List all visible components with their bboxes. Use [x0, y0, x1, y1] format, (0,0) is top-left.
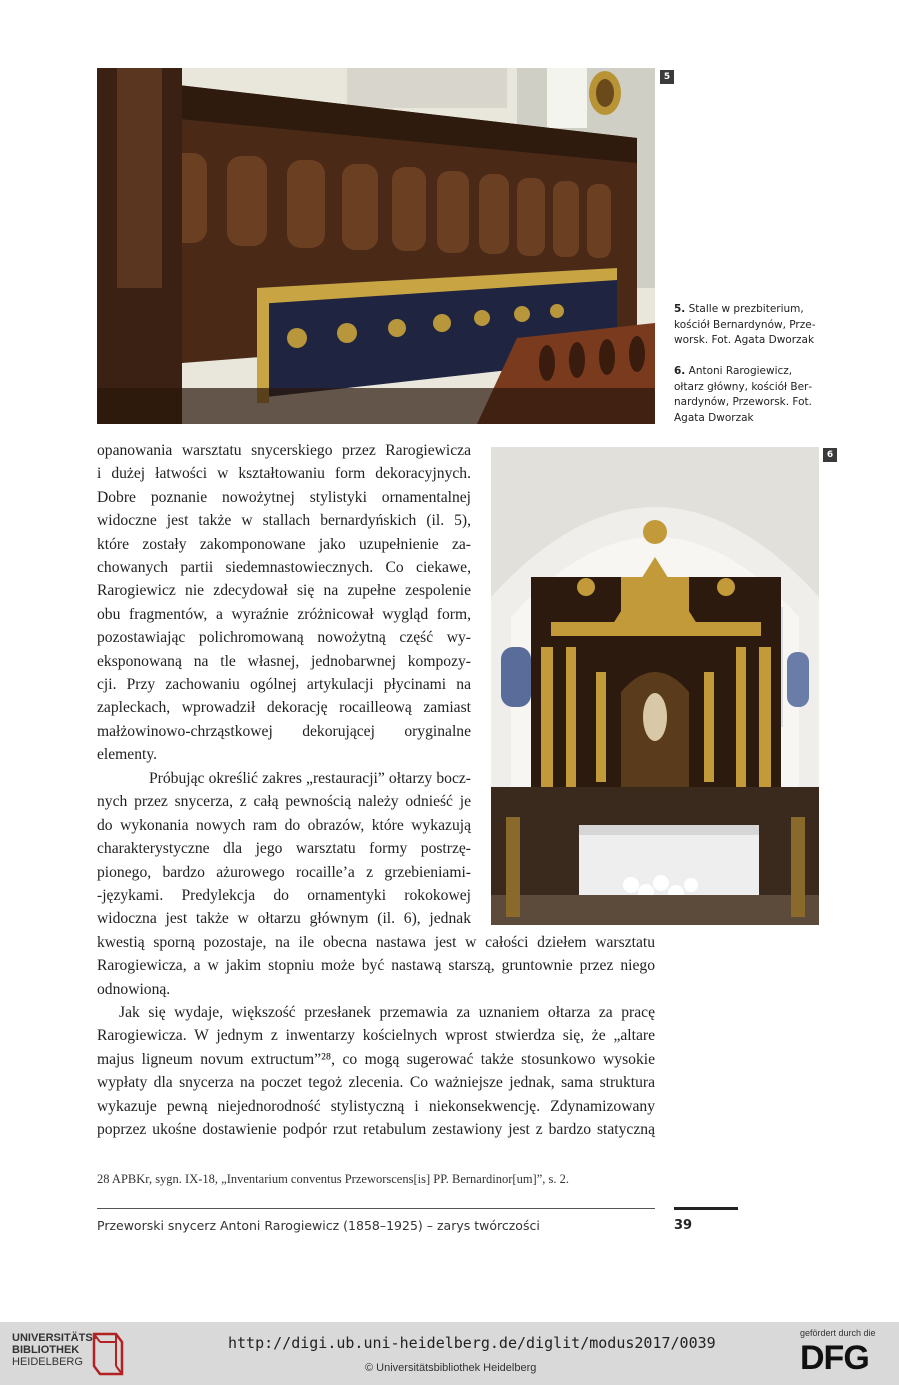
text-line: małżowinowo-chrząstkowej dekorującej oryginalne	[97, 722, 471, 740]
text-line: opanowania warsztatu snycerskiego przez Rarogiewicza	[97, 442, 471, 459]
figure-6-number-badge: 6	[823, 448, 837, 462]
page-number-rule	[674, 1207, 738, 1210]
text-line: obu fragmentów, a wyraźnie zróżnicował wygląd form,	[97, 605, 471, 623]
text-line: zapleckach, wprowadził dekorację rocailleową zamiast	[97, 699, 471, 717]
body-paragraph-2	[97, 767, 471, 931]
text-line: wypłaty dla snycerza na poczet tegoż zlecenia. Co ważniejsze jednak, sama struktura	[97, 1074, 655, 1092]
figure-5-caption	[674, 302, 824, 349]
figure-5-photo	[97, 68, 655, 424]
library-logo-icon	[88, 1328, 126, 1378]
text-line: do wykonania nowych ram do obrazów, które wykazują	[97, 816, 471, 834]
text-line: cji. Przy zachowaniu ogólnej artykulacji płycinami na	[97, 676, 471, 694]
text-line: które zostały zakomponowane jako uzupełnienie za-	[97, 535, 471, 553]
altar-photo-illustration	[491, 447, 819, 925]
text-line: nych przez snycerza, z całą pewnością należy odnieść je	[97, 793, 471, 811]
figure-6-caption-number: 6.	[674, 365, 686, 377]
body-paragraph-1	[97, 439, 471, 767]
text-line: eksponowaną na tle własnej, jednobarwnej kompozy-	[97, 652, 471, 670]
library-name-line-1: UNIVERSITÄTS-	[12, 1332, 97, 1344]
page-number: 39	[674, 1218, 693, 1233]
text-line: elementy.	[97, 746, 158, 764]
text-line: odnowioną.	[97, 980, 171, 998]
text-line: widoczne jest także w stallach bernardyńskich (il. 5),	[97, 512, 471, 530]
stalls-photo-illustration	[97, 68, 655, 424]
text-line: Próbując określić zakres „restauracji” ołtarzy bocz-	[149, 770, 471, 787]
body-paragraph-2-continued	[97, 931, 655, 1001]
text-line: Jak się wydaje, większość przesłanek przemawia za uznaniem ołtarza za pracę	[119, 1004, 655, 1021]
running-title: Przeworski snycerz Antoni Rarogiewicz (1858–1925) – zarys twórczości	[97, 1218, 540, 1233]
figure-6-caption	[674, 364, 824, 426]
text-line: Rarogiewicza. W jednym z inwentarzy kościelnych wprost stwierdza się, że „altare	[97, 1027, 655, 1045]
text-line: widoczna jest także w ołtarzu głównym (il. 6), jednak	[97, 910, 471, 928]
text-line: Rarogiewicz nie zdecydował się na zupełne zespolenie	[97, 582, 471, 600]
text-line: kwestią sporną pozostaje, na ile obecna nastawa jest w całości dziełem warsztatu	[97, 934, 655, 951]
dfg-logo: DFG	[800, 1339, 869, 1377]
library-name	[12, 1332, 96, 1368]
library-name-line-2: BIBLIOTHEK	[12, 1344, 80, 1356]
footnote-28: 28 APBKr, sygn. IX-18, „Inventarium conventus Przeworscens[is] PP. Bernardinor[um]”, s. 2.	[97, 1172, 569, 1186]
text-line: majus ligneum novum extructum”²⁸, co mogą sugerować także stosunkowo wysokie	[97, 1050, 655, 1068]
document-url-link[interactable]: http://digi.ub.uni-heidelberg.de/diglit/modus2017/0039	[228, 1334, 716, 1352]
figure-5-number-badge: 5	[660, 70, 674, 84]
text-line: chowanych partii siedemnastowiecznych. Co ciekawe,	[97, 559, 471, 577]
copyright-notice: © Universitätsbibliothek Heidelberg	[365, 1362, 537, 1374]
text-line: pionego, bardzo ażurowego rocaille’a z grzebieniami-	[97, 863, 471, 881]
footer-rule	[97, 1208, 655, 1209]
funding-note: gefördert durch die	[800, 1328, 876, 1338]
figure-6-caption-text: Antoni Rarogiewicz, ołtarz główny, kościół Bernardynów, Przeworsk. Fot. Agata Dworzak	[674, 365, 813, 424]
text-line: charakterystyczne dla jego warsztatu formy postrzę-	[97, 840, 471, 858]
text-line: -językami. Predylekcja do ornamentyki rokokowej	[97, 887, 471, 905]
library-name-line-3: HEIDELBERG	[12, 1356, 83, 1368]
figure-5-caption-text: Stalle w prezbiterium, kościół Bernardynów, Przeworsk. Fot. Agata Dworzak	[674, 303, 816, 346]
text-line: i dużej łatwości w kształtowaniu form dekoracyjnych.	[97, 465, 471, 483]
text-line: Rarogiewicza, a w jakim stopniu może być nastawą starszą, gruntownie przez niego	[97, 957, 655, 975]
figure-5-caption-number: 5.	[674, 303, 686, 315]
text-line: poprzez ukośne dostawienie podpór rzut retabulum zestawiony jest z bardzo statyczną	[97, 1121, 655, 1139]
text-line: Dobre poznanie nowożytnej stylistyki ornamentalnej	[97, 488, 471, 506]
text-line: pozostawiając polichromowaną nowożytną część wy-	[97, 629, 471, 647]
digital-library-footer	[0, 1322, 899, 1385]
text-line: wykazuje pewną niejednorodność stylistyczną i niekonsekwencję. Zdynamizowany	[97, 1097, 655, 1115]
body-paragraph-3	[97, 1001, 655, 1141]
figure-6-photo	[491, 447, 819, 925]
